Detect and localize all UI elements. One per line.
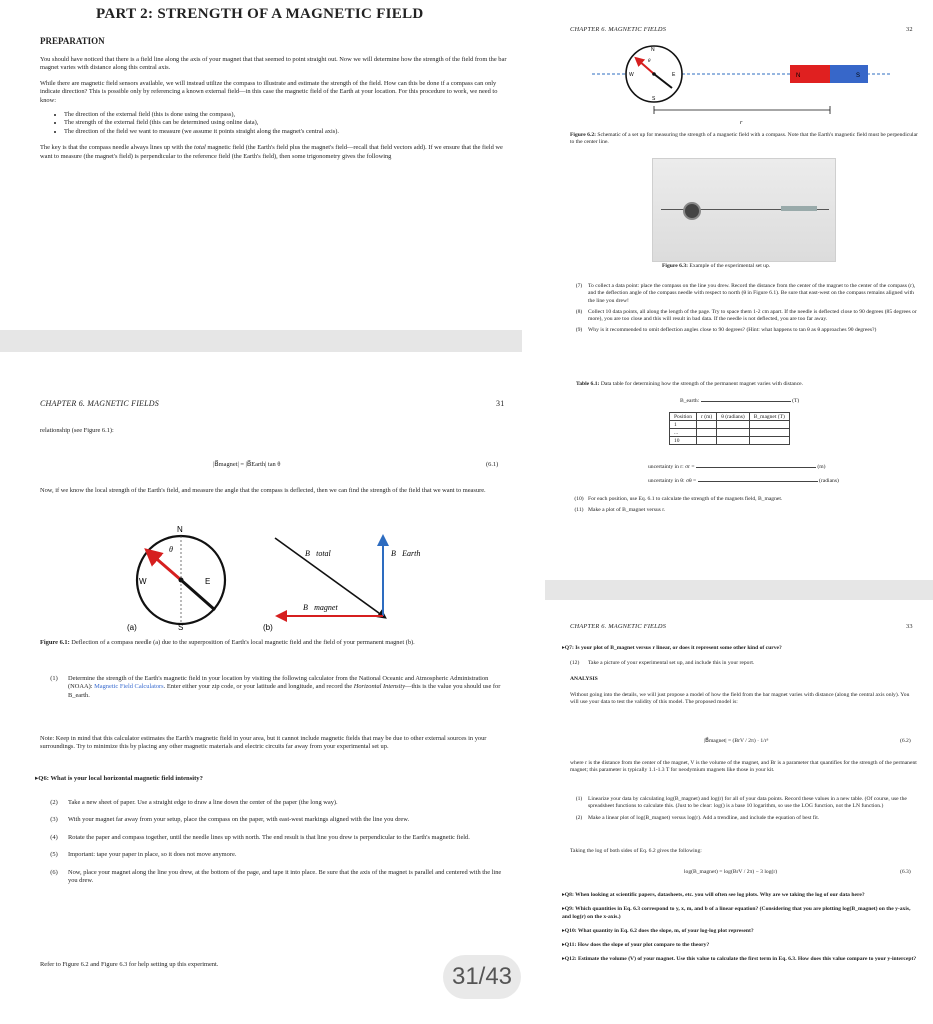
step-number: (4) xyxy=(50,833,58,841)
refer-text: Refer to Figure 6.2 and Figure 6.3 for help setting up this experiment. xyxy=(40,961,219,968)
table-header-row xyxy=(670,413,790,421)
caption-label: Figure 6.1: xyxy=(40,639,70,646)
step-number: (5) xyxy=(50,851,58,859)
uncertainty-label: uncertainty in θ: σθ = xyxy=(648,478,697,484)
figure-caption xyxy=(662,263,770,270)
note-paragraph: Note: Keep in mind that this calculator estimates the Earth's magnetic field in your area, but it cannot include magnetic fields that may be due to other external sources in your surroundings. Try to minimize this by placing any other magnetic materials and electric circuits far away from your experimental set up. xyxy=(40,735,487,751)
bmagnet-label: B⃗magnet xyxy=(303,603,338,612)
steps-list xyxy=(570,796,918,822)
list-item xyxy=(570,796,918,811)
step-text: Take a new sheet of paper. Use a straight edge to draw a line down the center of the paper (the long way). xyxy=(68,799,338,806)
table-row xyxy=(670,421,790,429)
caption-label: Table 6.1: xyxy=(576,381,600,387)
bearth-label: B⃗Earth xyxy=(391,549,421,558)
table-cell xyxy=(717,429,750,437)
figure-label-b: (b) xyxy=(263,623,273,632)
compass-w-label: W xyxy=(629,72,634,78)
unit-label: (m) xyxy=(817,464,826,470)
list-item xyxy=(40,834,510,842)
equation-6-3: log(B_magnet) = log(BrV / 2π) − 3 log(r) xyxy=(684,869,778,875)
uncertainty-theta xyxy=(648,478,839,485)
list-item xyxy=(40,851,510,859)
left-top-page xyxy=(0,0,522,330)
step-number: (2) xyxy=(50,799,58,806)
blank-line xyxy=(696,467,816,468)
text-span: . Enter either your zip code, or your latitude and longitude, and record the xyxy=(163,683,354,691)
left-bottom-page xyxy=(0,352,522,1024)
right-top-page xyxy=(556,0,933,580)
table-caption xyxy=(576,381,926,388)
photo-compass xyxy=(683,202,701,220)
step-number: (7) xyxy=(575,283,583,289)
right-bottom-page xyxy=(556,600,933,1024)
data-table xyxy=(669,412,790,445)
question-q11: ▸Q11: How does the slope of your plot compare to the theory? xyxy=(562,942,710,949)
distance-r-label: r xyxy=(740,120,743,126)
step-text: Linearize your data by calculating log(B_magnet) and log(r) for all of your data points. Record these values in a new table. (Of course, use the spreadsheet functions to calculate this. (Just to be clear: log() is a base 10 logarithm, so use the LOG function, not the LN function.) xyxy=(588,796,907,810)
question-q7: ▸Q7: Is your plot of B_magnet versus r linear, or does it represent some other kind of curve? xyxy=(562,645,782,651)
table-cell xyxy=(717,421,750,429)
table-cell: 1 xyxy=(670,421,697,429)
step-number: (11) xyxy=(574,507,584,514)
compass-e-label: E xyxy=(205,577,211,586)
list-item xyxy=(570,327,918,334)
column-header: θ (radians) xyxy=(717,413,750,421)
part-title: PART 2: STRENGTH OF A MAGNETIC FIELD xyxy=(96,6,424,22)
magnet-n-label: N xyxy=(796,73,801,79)
compass-pivot xyxy=(179,578,184,583)
unit-label: (radians) xyxy=(819,478,839,484)
paragraph: Taking the log of both sides of Eq. 6.2 gives the following: xyxy=(570,848,702,854)
compass-e-label: E xyxy=(672,72,676,78)
step-text: With your magnet far away from your setup, place the compass on the paper, with east-west markings aligned with the line you drew. xyxy=(68,816,410,824)
column-header: B_magnet (T) xyxy=(749,413,789,421)
compass-w-label: W xyxy=(139,577,147,586)
caption-text: Example of the experimental set up. xyxy=(688,263,771,269)
uncertainty-r xyxy=(648,464,825,471)
text-span: —this is the value you should use for B_earth. xyxy=(68,683,501,699)
list-item: • The strength of the external field (this can be determined using online data), xyxy=(64,119,510,127)
step-text: Make a linear plot of log(B_magnet) versus log(r). Add a trendline, and include the equation of best fit. xyxy=(588,814,820,821)
figure-6-1 xyxy=(125,522,435,632)
page-number: 31 xyxy=(496,399,505,408)
step-text: Make a plot of B_magnet versus r. xyxy=(588,507,666,514)
table-row xyxy=(670,437,790,445)
step-number: (8) xyxy=(575,308,583,315)
equation-number: (6.1) xyxy=(486,461,499,468)
text-span: Determine the strength of the Earth's magnetic field in your location by visiting the following calculator from the National Oceanic and Atmospheric Administration (NOAA): xyxy=(68,675,489,691)
paragraph: where r is the distance from the center of the magnet, V is the volume of the magnet, and Br is a parameter that quantifies for the strength of the permanent magnet; this parameter is typically 1.1-1.3 T for neodymium magnets like those in your kit. xyxy=(570,760,917,774)
step-text: Collect 10 data points, all along the length of the page. Try to space them 1-2 cm apart. If the needle is deflected close to 90 degrees (85 degrees or more), you are too close and this will result in bad data. If the needle is not deflected, you are too far away. xyxy=(588,308,917,323)
step-number: (10) xyxy=(574,496,584,502)
theta-label: θ xyxy=(648,59,651,64)
step-text: Take a picture of your experimental set up, and include this in your report. xyxy=(588,660,755,666)
compass-n-label: N xyxy=(651,47,655,53)
bearth-field xyxy=(680,398,799,405)
equation-number: (6.3) xyxy=(900,869,911,875)
compass-needle-red xyxy=(151,554,181,580)
caption-label: Figure 6.2: xyxy=(570,132,596,138)
compass-s-label: S xyxy=(178,623,184,632)
list-item xyxy=(40,869,510,886)
compass-n-label: N xyxy=(177,525,183,534)
section-heading: PREPARATION xyxy=(40,36,105,46)
chapter-header: CHAPTER 6. MAGNETIC FIELDS xyxy=(570,623,667,630)
analysis-heading: ANALYSIS xyxy=(570,676,598,682)
step-12 xyxy=(570,660,754,667)
paragraph: Now, if we know the local strength of the Earth's field, and measure the angle that the compass is deflected, then we can find the strength of the field that we want to measure. xyxy=(40,487,486,494)
figure-label-a: (a) xyxy=(127,623,137,632)
steps-list xyxy=(570,283,918,339)
steps-list xyxy=(570,496,920,515)
text-span: magnetic field (the Earth's field plus the magnet's field—recall that field vectors add). If we ensure that the field we want to measure (the magnet's field) is perpendicular to the reference field (the Earth's field), then some trigonometry gives the following xyxy=(40,144,503,160)
question-q10: ▸Q10: What quantity in Eq. 6.2 does the slope, m, of your log-log plot represent? xyxy=(562,927,754,934)
list-item xyxy=(570,496,920,503)
equation-6-1: |B⃗magnet| = |B⃗Earth| tan θ xyxy=(213,461,281,468)
figure-6-2 xyxy=(592,40,892,132)
steps-list xyxy=(40,799,510,894)
figure-caption xyxy=(570,132,920,147)
list-item xyxy=(570,283,918,305)
column-header: Position xyxy=(670,413,697,421)
list-item xyxy=(40,816,510,824)
equation-6-2: |B⃗magnet| = (BrV / 2π) · 1/r³ xyxy=(704,738,769,744)
questions-list xyxy=(562,892,918,964)
question-q6: ▸Q6: What is your local horizontal magnetic field intensity? xyxy=(35,775,203,782)
table-cell xyxy=(717,437,750,445)
compass-pivot xyxy=(652,72,656,76)
photo-magnet xyxy=(781,206,817,211)
compass-s-label: S xyxy=(652,96,656,102)
page-number: 32 xyxy=(906,26,913,33)
page-indicator-badge[interactable]: 31/43 xyxy=(443,955,521,999)
question-q8: ▸Q8: When looking at scientific papers, datasheets, etc. you will often see log plots. Why are we taking the log of our data here? xyxy=(562,892,865,898)
step-number: (2) xyxy=(575,814,583,821)
step-number: (9) xyxy=(575,327,583,334)
magnet-south-pole xyxy=(830,65,868,83)
page-number: 33 xyxy=(906,623,913,630)
blank-line xyxy=(698,481,818,482)
step-text: To collect a data point: place the compass on the line you drew. Record the distance from the center of the magnet to the center of the compass (r), and the deflection angle of the compass needle with respect to north (θ in Figure 6.1). Be sure that east-west on the compass remains aligned with the line you drew! xyxy=(588,283,916,304)
table-cell: ... xyxy=(670,429,697,437)
table-row xyxy=(670,429,790,437)
paragraph: You should have noticed that there is a field line along the axis of your magnet that that seemed to point straight out. Now we will determine how the strength of the field from the bar magnet varies with distance along this central axis. xyxy=(40,56,507,72)
list-item xyxy=(570,507,920,514)
blank-line xyxy=(701,401,791,402)
theta-label: θ xyxy=(169,545,173,554)
table-cell xyxy=(697,429,717,437)
page-gap xyxy=(545,580,933,600)
table-cell xyxy=(749,429,789,437)
step-number: (3) xyxy=(50,816,58,824)
page-gap xyxy=(0,330,522,352)
figure-caption xyxy=(40,639,510,647)
text-span: total xyxy=(194,144,206,152)
caption-text: Deflection of a compass needle (a) due to the superposition of Earth's local magnetic field and the field of your permanent magnet (b). xyxy=(69,639,415,646)
table-cell xyxy=(697,437,717,445)
step-number: (1) xyxy=(50,675,58,682)
uncertainty-label: uncertainty in r: σr = xyxy=(648,464,695,470)
text-span: The key is that the compass needle always lines up with the xyxy=(40,144,195,152)
magnet-s-label: S xyxy=(856,73,861,79)
paragraph xyxy=(40,144,510,161)
text-span: Horizontal Intensity xyxy=(353,683,406,691)
caption-text: Data table for determining how the strength of the permanent magnet varies with distance. xyxy=(599,381,804,387)
caption-text: Schematic of a set up for measuring the strength of a magnetic field with a compass. Note that the Earth's magnetic field must be perpendicular to the center line. xyxy=(570,132,918,146)
step-number: (12) xyxy=(570,660,580,666)
table-cell: 10 xyxy=(670,437,697,445)
noaa-calculator-link[interactable]: Magnetic Field Calculators xyxy=(94,683,164,691)
step-1 xyxy=(40,675,510,700)
step-number: (6) xyxy=(50,868,58,876)
chapter-header: CHAPTER 6. MAGNETIC FIELDS xyxy=(570,26,667,33)
paragraph: While there are magnetic field sensors available, we will instead utilize the compass to illustrate and estimate the strength of the field. How can this be done if a compass can only indicate direction? This is possible only by referencing a known external field—in this case the magnetic field of the Earth at your location. For this procedure to work, we need to know: xyxy=(40,79,498,104)
list-item xyxy=(570,309,918,324)
caption-label: Figure 6.3: xyxy=(662,263,688,269)
paragraph: Without going into the details, we will just propose a model of how the field from the bar magnet varies with distance (along the central axis only). You will use your data to test the validity of this model. The proposed model is: xyxy=(570,692,910,706)
step-text: Important: tape your paper in place, so it does not move anymore. xyxy=(68,851,237,859)
step-text: For each position, use Eq. 6.1 to calculate the strength of the magnets field, B_magnet. xyxy=(588,496,783,502)
step-text: Why is it recommended to omit deflection angles close to 90 degrees? (Hint: what happens to tan θ as θ approaches 90 degrees?) xyxy=(588,327,877,334)
column-header: r (m) xyxy=(697,413,717,421)
table-cell xyxy=(749,421,789,429)
btotal-label: B⃗total xyxy=(305,549,331,558)
question-q9: ▸Q9: Which quantities in Eq. 6.3 correspond to y, x, m, and b of a linear equation? (Considering that you are plotting log(B_magnet) on the y-axis, and log(r) on the x-axis.) xyxy=(562,906,911,920)
paragraph: relationship (see Figure 6.1): xyxy=(40,427,114,434)
table-cell xyxy=(697,421,717,429)
question-q12: ▸Q12: Estimate the volume (V) of your magnet. Use this value to calculate the first term in Eq. 6.3. How does this value compare to your y-intercept? xyxy=(562,956,917,963)
equation-number: (6.2) xyxy=(900,738,911,744)
list-item: • The direction of the field we want to measure (we assume it points straight along the magnet's central axis). xyxy=(64,128,510,136)
list-item xyxy=(40,799,510,807)
table-cell xyxy=(749,437,789,445)
unit-label: (T) xyxy=(792,398,800,404)
experiment-photo xyxy=(652,158,836,262)
step-text: Rotate the paper and compass together, until the needle lines up with north. The end result is that line you drew is perpendicular to the Earth's magnetic field. xyxy=(68,833,470,841)
chapter-header: CHAPTER 6. MAGNETIC FIELDS xyxy=(40,399,159,408)
step-text: Now, place your magnet along the line you drew, at the bottom of the page, and tape it into place. Be sure that the axis of the magnet is parallel and centered with the line you drew. xyxy=(68,868,502,885)
list-item: • The direction of the external field (this is done using the compass), xyxy=(64,111,510,119)
list-item xyxy=(570,815,918,822)
bearth-label: B_earth: xyxy=(680,398,700,404)
step-number: (1) xyxy=(575,796,583,802)
